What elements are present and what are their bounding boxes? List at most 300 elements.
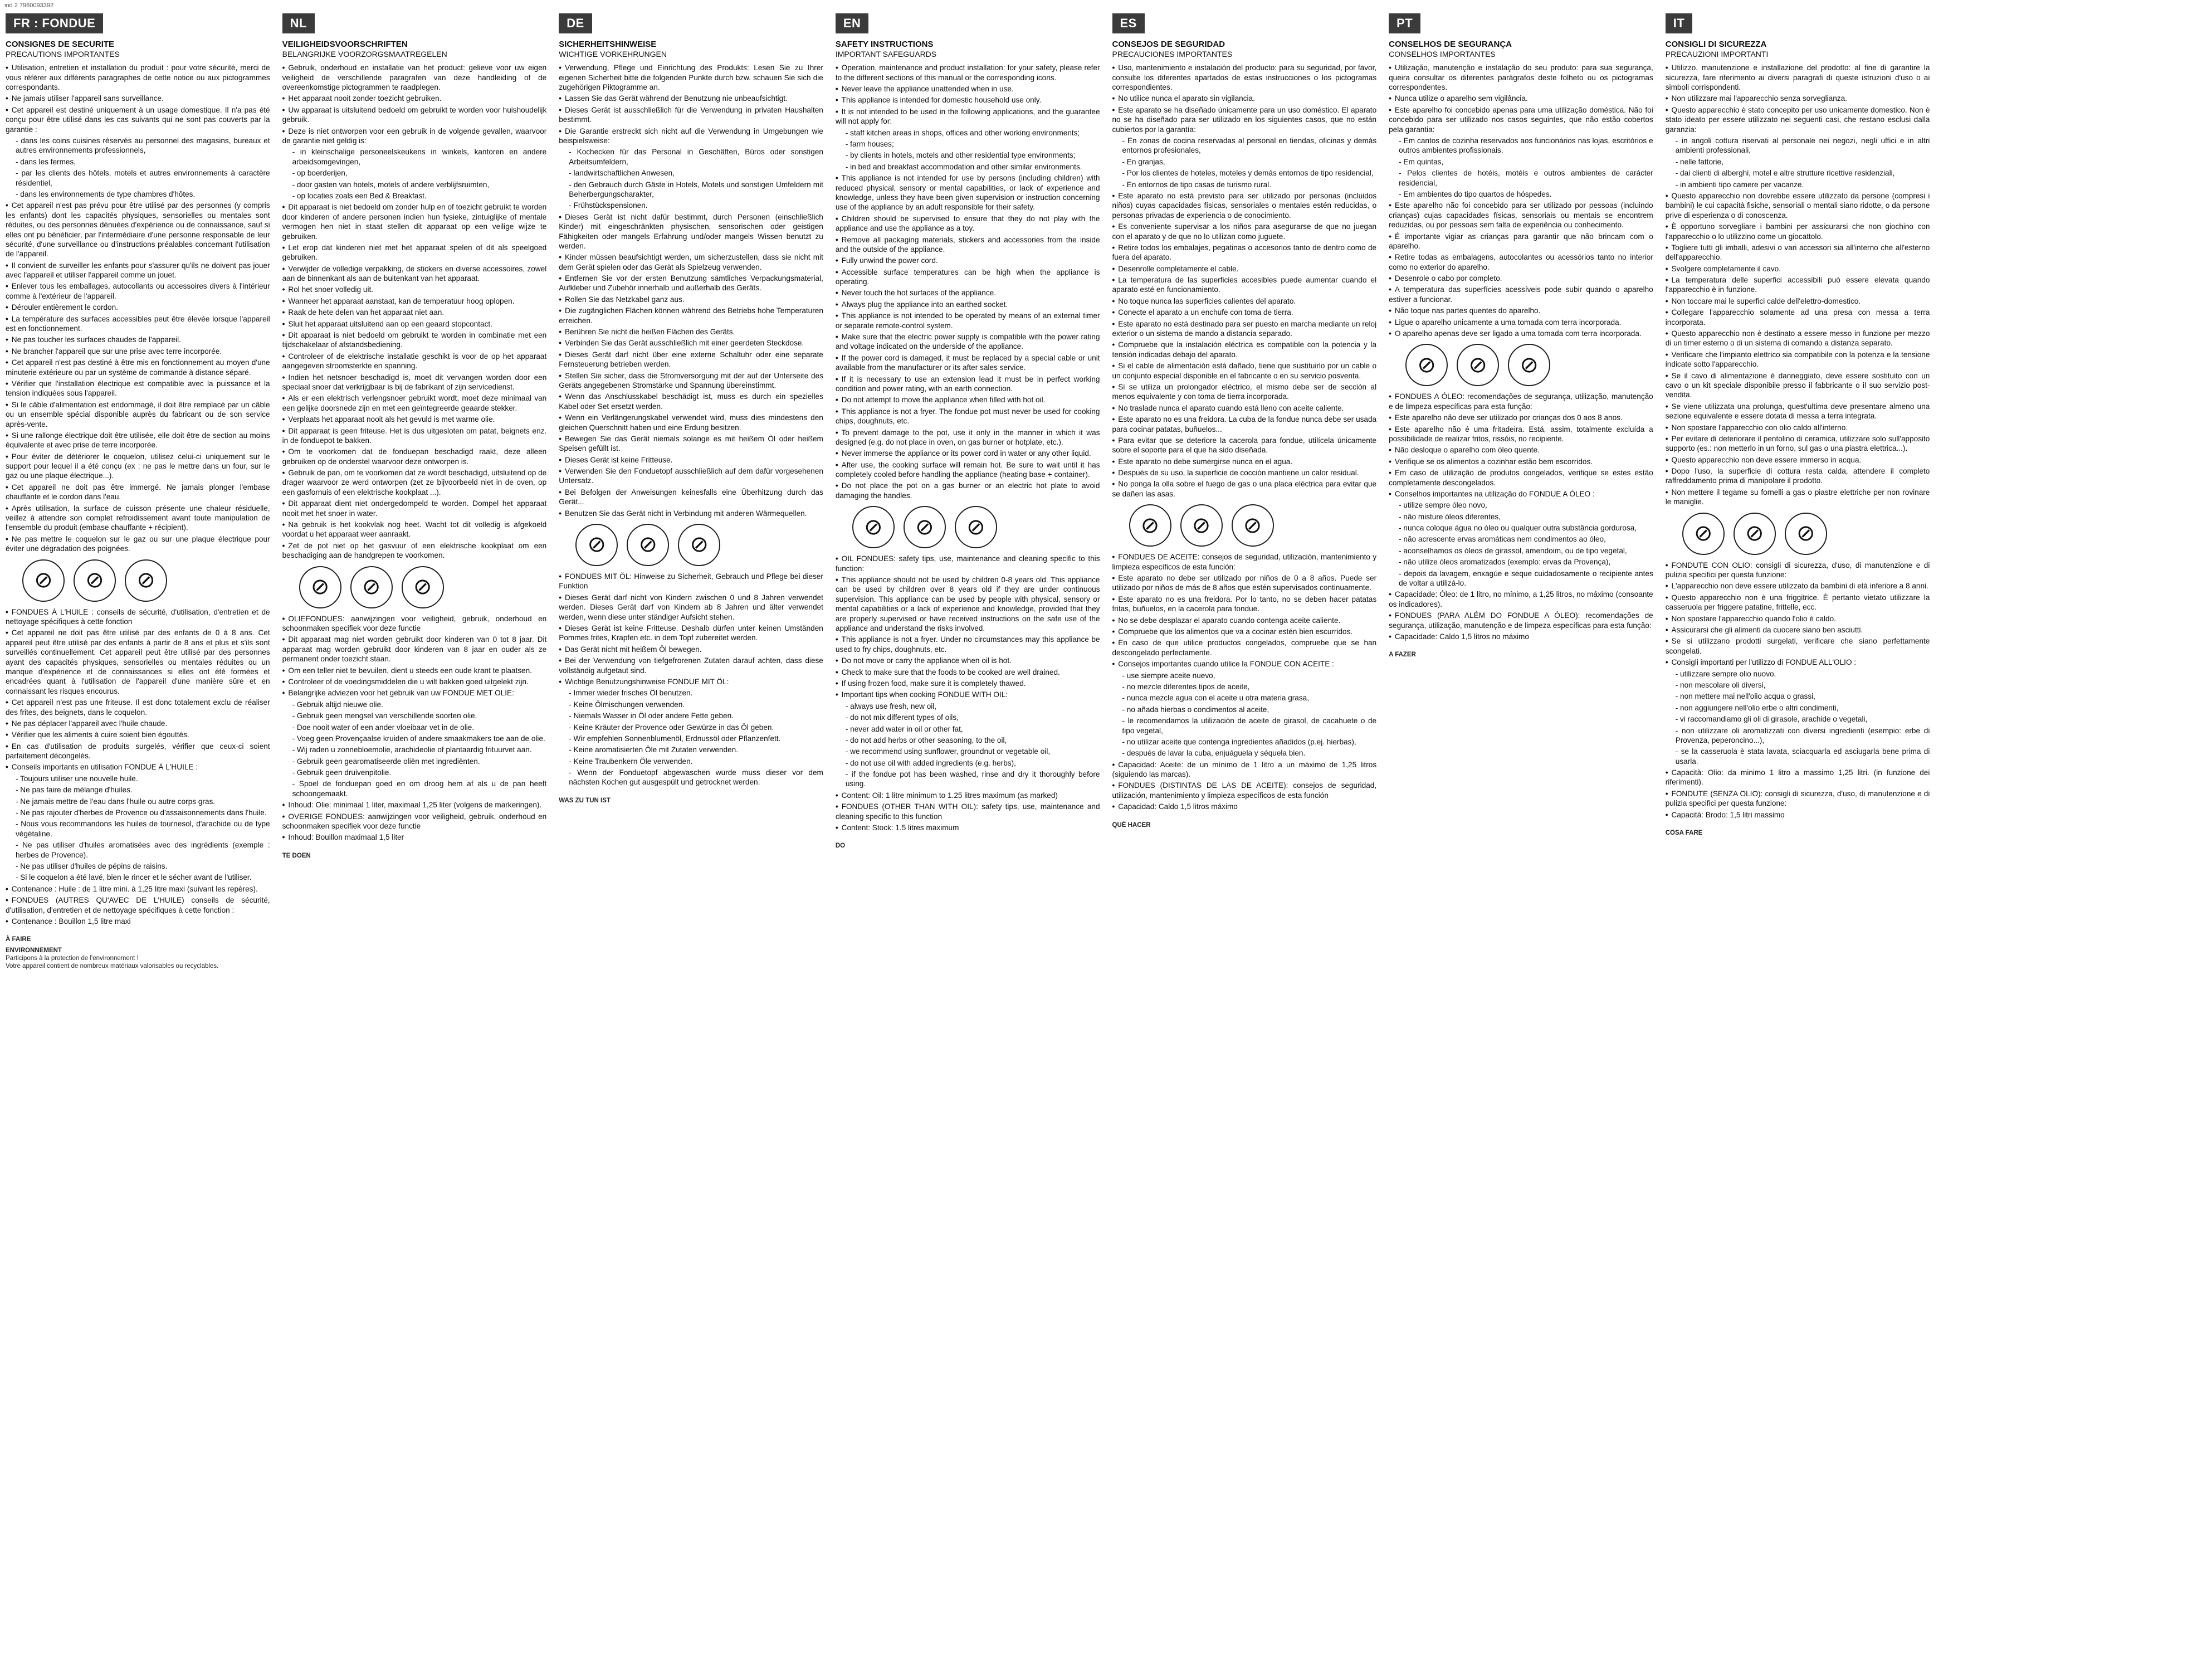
spacer: [1666, 821, 1930, 827]
instruction-paragraph: • Stellen Sie sicher, dass die Stromversorgung mit der auf der Unterseite des Geräts angegebenen Stromstärke und Spannung übereinstimmt.: [559, 371, 823, 391]
instruction-paragraph: • Fully unwind the power cord.: [836, 256, 1100, 265]
instruction-paragraph: • Kinder müssen beaufsichtigt werden, um sicherzustellen, dass sie nicht mit dem Gerät spielen oder das Gerät als Spielzeug verwenden.: [559, 252, 823, 272]
instruction-paragraph: • FONDUES (DISTINTAS DE LAS DE ACEITE): consejos de seguridad, utilización, mantenimiento y limpieza específicos de esta función: [1112, 781, 1377, 800]
instruction-paragraph: • Dieses Gerät ist nicht dafür bestimmt, durch Personen (einschließlich Kinder) mit eingeschränkten physischen, sensorischen oder geistigen Fähigkeiten oder mangels Erfahrung und/oder mangels Wissen benutzt zu werden.: [559, 212, 823, 251]
language-column: [6, 10, 270, 1657]
instruction-paragraph: • This appliance is not intended for use by persons (including children) with reduced physical, sensory or mental capabilities, or lack of experience and knowledge, unless they have been given supervision or instruction concerning use of the appliance by an adult responsible for their safety.: [836, 173, 1100, 212]
instruction-paragraph: - landwirtschaftlichen Anwesen,: [569, 169, 675, 178]
instruction-paragraph: • Uw apparaat is uitsluitend bedoeld om gebruikt te worden voor huishoudelijk gebruik.: [282, 105, 547, 125]
instruction-paragraph: - Niemals Wasser in Öl oder andere Fette geben.: [569, 712, 734, 720]
instruction-paragraph: - Por los clientes de hoteles, moteles y demás entornos de tipo residencial,: [1122, 169, 1374, 178]
instruction-paragraph: • Verbinden Sie das Gerät ausschließlich mit einer geerdeten Steckdose.: [559, 338, 823, 348]
instruction-paragraph: • Verwijder de volledige verpakking, de stickers en diverse accessoires, zowel aan de binnenkant als aan de buitenkant van het apparaat.: [282, 264, 547, 284]
instruction-paragraph: • Do not place the pot on a gas burner or an electric hot plate to avoid damaging the handles.: [836, 481, 1100, 500]
instruction-paragraph: • Rollen Sie das Netzkabel ganz aus.: [559, 295, 823, 304]
warning-pictograms: [1405, 344, 1653, 386]
language-column: [559, 10, 823, 1657]
instruction-paragraph: • Não toque nas partes quentes do aparelho.: [1389, 306, 1653, 315]
instruction-paragraph: • Capacità: Olio: da minimo 1 litro a massimo 1,25 litri. (in funzione dei riferimenti).: [1666, 768, 1930, 787]
instruction-paragraph: • If it is necessary to use an extension lead it must be in perfect working condition and power rating, with an earth connection.: [836, 374, 1100, 394]
instruction-paragraph: • Si se utiliza un prolongador eléctrico, el mismo debe ser de sección al menos equivalente y con toma de tierra incorporada.: [1112, 382, 1377, 402]
instruction-paragraph: • Important tips when cooking FONDUE WITH OIL:: [836, 690, 1100, 699]
instruction-paragraph: • Retire todos los embalajes, pegatinas o accesorios tanto de dentro como de fuera del aparato.: [1112, 243, 1377, 262]
instruction-paragraph: - op locaties zoals een Bed & Breakfast.: [292, 191, 427, 200]
instruction-paragraph: • Sluit het apparaat uitsluitend aan op een geaard stopcontact.: [282, 319, 547, 329]
no-child-icon: ⊘: [852, 506, 895, 548]
instruction-paragraph: • Wenn ein Verlängerungskabel verwendet wird, muss dies mindestens den gleichen Querschnitt haben und eine Erdung besitzen.: [559, 413, 823, 432]
instruction-paragraph: - depois da lavagem, enxagúe e seque cuidadosamente o recipiente antes de voltar a utilizá-lo.: [1399, 569, 1653, 588]
instruction-paragraph: - farm houses;: [845, 139, 894, 148]
instruction-paragraph: • Compruebe que los alimentos que va a cocinar estén bien escurridos.: [1112, 627, 1377, 636]
small-heading: À FAIRE: [6, 936, 31, 943]
instruction-paragraph: - Ne pas rajouter d'herbes de Provence ou d'assaisonnements dans l'huile.: [16, 808, 267, 817]
instruction-paragraph: • Cet appareil est destiné uniquement à un usage domestique. Il n'a pas été conçu pour être utilisé dans les cas suivants qui ne sont pas couverts par la garantie :: [6, 105, 270, 134]
instruction-paragraph: • En cas d'utilisation de produits surgelés, vérifier que ceux-ci soient parfaitement décongelés.: [6, 742, 270, 761]
instruction-paragraph: • This appliance should not be used by children 0-8 years old. This appliance can be used by children over 8 years old if they are under continuous supervision. This appliance can be used by people with physical, sensory or mental capabilities or a lack of experience and knowledge, provided that they are properly supervised or have received instructions on the safe use of the appliance and understand the risks involved.: [836, 575, 1100, 633]
instruction-paragraph: • Conseils importants en utilisation FONDUE À L'HUILE :: [6, 762, 270, 772]
instruction-paragraph: • Dit apparaat is geen friteuse. Het is dus uitgesloten om patat, beignets enz. in de fonduepot te bakken.: [282, 426, 547, 446]
instruction-paragraph: • Cet appareil ne doit pas être immergé. Ne jamais plonger l'embase chauffante et le cordon dans l'eau.: [6, 483, 270, 502]
instruction-paragraph: - Immer wieder frisches Öl benutzen.: [569, 689, 693, 698]
instruction-paragraph: • Never leave the appliance unattended when in use.: [836, 84, 1100, 94]
instruction-paragraph: - non aggiungere nell'olio erbe o altri condimenti,: [1675, 703, 1839, 712]
no-child-icon: ⊘: [299, 566, 341, 608]
instruction-paragraph: • Non mettere il tegame su fornelli a gas o piastre elettriche per non rovinare le maniglie.: [1666, 488, 1930, 507]
instruction-paragraph: • Este aparato no está destinado para ser puesto en marcha mediante un reloj exterior o un sistema de mando a distancia separado.: [1112, 319, 1377, 339]
instruction-paragraph: • FONDUES À L'HUILE : conseils de sécurité, d'utilisation, d'entretien et de nettoyage spécifiques à cette fonction: [6, 607, 270, 627]
no-hand-icon: ⊘: [627, 524, 669, 566]
language-header: IT: [1666, 13, 1693, 33]
instruction-paragraph: - Gebruik altijd nieuwe olie.: [292, 700, 383, 709]
instruction-paragraph: • Accessible surface temperatures can be high when the appliance is operating.: [836, 267, 1100, 287]
instruction-paragraph: • Entfernen Sie vor der ersten Benutzung sämtliches Verpackungsmaterial, Aufkleber und Zubehör innerhalb und außerhalb des Geräts.: [559, 274, 823, 293]
instruction-paragraph: • Cet appareil n'est pas prévu pour être utilisé par des personnes (y compris les enfants) dont les capacités physiques, sensorielles ou mentales sont réduites, ou des personnes dénuées d'expérience ou de connaissance, sauf si elles ont pu bénéficier, par l'intermédiaire d'une personne responsable de leur sécurité, d'une surveillance ou d'instructions préalables concernant l'utilisation de l'appareil.: [6, 201, 270, 259]
instruction-paragraph: - Em ambientes do tipo quartos de hóspedes.: [1399, 189, 1552, 198]
no-immerse-icon: ⊘: [955, 506, 997, 548]
instruction-paragraph: • Svolgere completamente il cavo.: [1666, 264, 1930, 274]
instruction-paragraph: • Se viene utilizzata una prolunga, quest'ultima deve presentare almeno una sezione equivalente e essere dotata di messa a terra integrata.: [1666, 402, 1930, 421]
instruction-paragraph: • Lassen Sie das Gerät während der Benutzung nie unbeaufsichtigt.: [559, 94, 823, 103]
instruction-paragraph: • Uso, mantenimiento e instalación del producto: para su seguridad, por favor, consulte los diferentes apartados de estas instrucciones o los pictogramas correspondientes.: [1112, 63, 1377, 92]
instruction-paragraph: • Il convient de surveiller les enfants pour s'assurer qu'ils ne doivent pas jouer avec l'appareil et utiliser l'appareil comme un jouet.: [6, 261, 270, 280]
small-heading: QUÉ HACER: [1112, 821, 1151, 829]
instruction-paragraph: • Inhoud: Bouillon maximaal 1,5 liter: [282, 832, 547, 842]
instruction-paragraph: • Nunca utilize o aparelho sem vigilância.: [1389, 94, 1653, 103]
instruction-paragraph: • Non spostare l'apparecchio con olio caldo all'interno.: [1666, 423, 1930, 432]
no-hand-icon: ⊘: [904, 506, 946, 548]
instruction-paragraph: • Es conveniente supervisar a los niños para asegurarse de que no juegan con el aparato y de que no lo utilizan como juguete.: [1112, 222, 1377, 241]
instruction-paragraph: • Togliere tutti gli imballi, adesivi o vari accessori sia all'interno che all'esterno dell'apparecchio.: [1666, 243, 1930, 262]
instruction-paragraph: - in kleinschalige personeelskeukens in winkels, kantoren en andere arbeidsomgevingen,: [292, 148, 547, 166]
instruction-paragraph: - dans les coins cuisines réservés au personnel des magasins, bureaux et autres environnements professionnels,: [16, 136, 270, 155]
instruction-paragraph: • Si el cable de alimentación está dañado, tiene que sustituirlo por un cable o un conjunto especial disponible en el fabricante o en su servicio posventa.: [1112, 361, 1377, 381]
instruction-paragraph: • Let erop dat kinderen niet met het apparaat spelen of dit als speelgoed gebruiken.: [282, 243, 547, 262]
language-column: [282, 10, 547, 1657]
instruction-paragraph: • Dit apparaat dient niet ondergedompeld te worden. Dompel het apparaat nooit met het snoer in water.: [282, 499, 547, 518]
instruction-paragraph: • This appliance is not a fryer. Under no circumstances may this appliance be used to fry chips, doughnuts, etc.: [836, 635, 1100, 654]
instruction-paragraph: • Dieses Gerät darf nicht über eine externe Schaltuhr oder eine separate Fernsteuerung betrieben werden.: [559, 350, 823, 369]
no-immerse-icon: ⊘: [1785, 513, 1827, 555]
instruction-paragraph: - Wij raden u zonnebloemolie, arachideolie of plantaardig frituurvet aan.: [292, 746, 532, 754]
instruction-paragraph: • FONDUTE CON OLIO: consigli di sicurezza, d'uso, di manutenzione e di pulizia specifici per questa funzione:: [1666, 561, 1930, 580]
instruction-paragraph: • Dieses Gerät darf nicht von Kindern zwischen 0 und 8 Jahren verwendet werden. Dieses Gerät darf von Kindern ab 8 Jahren und älter verwendet werden, wenn diese unter ständiger Aufsicht stehen.: [559, 593, 823, 622]
instruction-paragraph: • Ne pas déplacer l'appareil avec l'huile chaude.: [6, 719, 270, 728]
instruction-paragraph: • FONDUES DE ACEITE: consejos de seguridad, utilización, mantenimiento y limpieza específicos de esta función:: [1112, 552, 1377, 572]
instruction-paragraph: • Conecte el aparato a un enchufe con toma de tierra.: [1112, 308, 1377, 317]
no-child-icon: ⊘: [1405, 344, 1448, 386]
language-column: [1389, 10, 1653, 1657]
language-header: DE: [559, 13, 592, 33]
instruction-paragraph: • If using frozen food, make sure it is completely thawed.: [836, 679, 1100, 688]
instruction-paragraph: • L'apparecchio non deve essere utilizzato da bambini di età inferiore a 8 anni.: [1666, 581, 1930, 591]
no-hand-icon: ⊘: [1180, 504, 1223, 547]
instruction-paragraph: • Das Gerät nicht mit heißem Öl bewegen.: [559, 645, 823, 654]
instruction-paragraph: • Ne pas toucher les surfaces chaudes de l'appareil.: [6, 335, 270, 344]
instruction-paragraph: • Enlever tous les emballages, autocollants ou accessoires divers à l'intérieur comme à l'extérieur de l'appareil.: [6, 281, 270, 301]
instruction-paragraph: • Este aparato no es una freidora. Por lo tanto, no se deben hacer patatas fritas, buñuelos, en la cacerola para fondue.: [1112, 595, 1377, 614]
instruction-paragraph: • Consigli importanti per l'utilizzo di FONDUE ALL'OLIO :: [1666, 657, 1930, 667]
environment-note: [6, 947, 270, 970]
instruction-paragraph: • Zet de pot niet op het gasvuur of een elektrische kookplaat om een beschadiging aan de handgrepen te voorkomen.: [282, 541, 547, 561]
instruction-paragraph: • Pour éviter de détériorer le coquelon, utilisez celui-ci uniquement sur le support pour lequel il a été conçu (ex : ne pas le mettre dans un four, sur le gaz ou une plaque électrique...).: [6, 452, 270, 481]
no-immerse-icon: ⊘: [402, 566, 444, 608]
instruction-paragraph: • Se si utilizzano prodotti surgelati, verificare che siano perfettamente scongelati.: [1666, 636, 1930, 656]
instruction-paragraph: • Belangrijke adviezen voor het gebruik van uw FONDUE MET OLIE:: [282, 688, 547, 698]
instruction-paragraph: • Este aparelho não deve ser utilizado por crianças dos 0 aos 8 anos.: [1389, 413, 1653, 422]
section-title: SICHERHEITSHINWEISE: [559, 40, 657, 50]
instruction-paragraph: • Dit apparaat mag niet worden gebruikt door kinderen van 0 tot 8 jaar. Dit apparaat mag worden gebruikt door kinderen van 8 jaar en ouder als ze permanent onder toezicht staan.: [282, 635, 547, 664]
instruction-paragraph: • O aparelho apenas deve ser ligado a uma tomada com terra incorporada.: [1389, 329, 1653, 338]
no-child-icon: ⊘: [1129, 504, 1171, 547]
instruction-paragraph: - in ambienti tipo camere per vacanze.: [1675, 180, 1804, 189]
no-hand-icon: ⊘: [350, 566, 393, 608]
language-column: [1666, 10, 1930, 1657]
instruction-paragraph: • Non toccare mai le superfici calde dell'elettro-domestico.: [1666, 296, 1930, 306]
instruction-paragraph: • Conselhos importantes na utilização do FONDUE A ÓLEO :: [1389, 489, 1653, 499]
instruction-paragraph: • Verwendung, Pflege und Einrichtung des Produkts: Lesen Sie zu Ihrer eigenen Sicherheit bitte die folgenden Punkte durch bzw. schauen Sie sich die zugehörigen Piktogramme an.: [559, 63, 823, 92]
language-header: EN: [836, 13, 869, 33]
small-heading: TE DOEN: [282, 852, 311, 859]
instruction-paragraph: • Dieses Gerät ist keine Fritteuse.: [559, 455, 823, 465]
instruction-paragraph: • Children should be supervised to ensure that they do not play with the appliance and use the appliance as a toy.: [836, 214, 1100, 233]
instruction-paragraph: • FONDUES (AUTRES QU'AVEC DE L'HUILE) conseils de sécurité, d'utilisation, d'entretien et de nettoyage spécifiques à cette fonction :: [6, 895, 270, 915]
instruction-paragraph: • OLIEFONDUES: aanwijzingen voor veiligheid, gebruik, onderhoud en schoonmaken specifiek voor deze functie: [282, 614, 547, 634]
instruction-paragraph: • Utilisation, entretien et installation du produit : pour votre sécurité, merci de vous référer aux différents paragraphes de cette notice ou aux pictogrammes correspondants.: [6, 63, 270, 92]
instruction-paragraph: - Kochecken für das Personal in Geschäften, Büros oder sonstigen Arbeitsumfeldern,: [569, 148, 823, 166]
instruction-paragraph: • Compruebe que la instalación eléctrica es compatible con la potencia y la tensión indicadas debajo del aparato.: [1112, 340, 1377, 359]
instruction-paragraph: • Si le câble d'alimentation est endommagé, il doit être remplacé par un câble ou un ensemble spécial disponible auprès du fabricant ou de son service après-vente.: [6, 400, 270, 429]
instruction-paragraph: • Inhoud: Olie: minimaal 1 liter, maximaal 1,25 liter (volgens de markeringen).: [282, 800, 547, 810]
instruction-paragraph: • Retire todas as embalagens, autocolantes ou acessórios tanto no interior como no exterior do aparelho.: [1389, 252, 1653, 272]
instruction-paragraph: - Spoel de fonduepan goed en om droog hem af als u de pan heeft schoongemaakt.: [292, 780, 547, 798]
instruction-paragraph: • Bewegen Sie das Gerät niemals solange es mit heißem Öl oder heißem Speisen gefüllt ist.: [559, 434, 823, 454]
instruction-paragraph: • Questo apparecchio non è una friggitrice. È pertanto vietato utilizzare la casseruola per friggere patatine, frittelle, ecc.: [1666, 593, 1930, 612]
instruction-paragraph: • Desenrole o cabo por completo.: [1389, 274, 1653, 283]
instruction-paragraph: • After use, the cooking surface will remain hot. Be sure to wait until it has completely cooled before handling the appliance (heating base + container).: [836, 460, 1100, 480]
instruction-paragraph: • Desenrolle completamente el cable.: [1112, 264, 1377, 274]
instruction-paragraph: • Este aparato no debe ser utilizado por niños de 0 a 8 años. Puede ser utilizado por niños de más de 8 años que estén supervisados continuamente.: [1112, 573, 1377, 593]
instruction-paragraph: - utilizzare sempre olio nuovo,: [1675, 669, 1776, 678]
instruction-paragraph: - dai clienti di alberghi, motel e altre strutture ricettive residenziali,: [1675, 169, 1895, 178]
instruction-paragraph: - Gebruik geen druivenpitolie.: [292, 768, 392, 777]
instruction-paragraph: - use siempre aceite nuevo,: [1122, 671, 1215, 680]
section-title: CONSEJOS DE SEGURIDAD: [1112, 40, 1225, 50]
instruction-paragraph: • This appliance is intended for domestic household use only.: [836, 95, 1100, 105]
spacer: [559, 789, 823, 795]
instruction-paragraph: • It is not intended to be used in the following applications, and the guarantee will not apply for:: [836, 107, 1100, 126]
instruction-paragraph: • Benutzen Sie das Gerät nicht in Verbindung mit anderen Wärmequellen.: [559, 509, 823, 518]
instruction-paragraph: • Este aparato no es una freidora. La cuba de la fondue nunca debe ser usada para cocinar patatas, buñuelos...: [1112, 415, 1377, 434]
instruction-paragraph: - dans les fermes,: [16, 157, 76, 166]
instruction-paragraph: • Die Garantie erstreckt sich nicht auf die Verwendung in Umgebungen wie beispielsweise:: [559, 126, 823, 146]
instruction-paragraph: - non mettere mai nell'olio acqua o grassi,: [1675, 692, 1815, 701]
instruction-paragraph: • Este aparelho não foi concebido para ser utilizado por pessoas (incluindo crianças) cujas capacidades físicas, sensoriais ou mentais se encontrem reduzidas, ou por pessoas sem falta de experiência ou conhecimento.: [1389, 201, 1653, 230]
instruction-paragraph: • Não desloque o aparelho com óleo quente.: [1389, 445, 1653, 455]
instruction-paragraph: - se la casseruola è stata lavata, sciacquarla ed asciugarla bene prima di usarla.: [1675, 747, 1930, 766]
instruction-paragraph: • Ligue o aparelho unicamente a uma tomada com terra incorporada.: [1389, 318, 1653, 327]
instruction-paragraph: • Este aparato no está previsto para ser utilizado por personas (incluidos niños) cuyas capacidades físicas, sensoriales o mentales estén reducidas, o personas privadas de experiencia o de conocimiento.: [1112, 191, 1377, 220]
instruction-paragraph: - if the fondue pot has been washed, rinse and dry it thoroughly before using.: [845, 770, 1100, 788]
instruction-paragraph: - vi raccomandiamo gli oli di girasole, arachide o vegetali,: [1675, 715, 1868, 724]
section-title: CONSIGNES DE SECURITE: [6, 40, 115, 50]
instruction-paragraph: • No utilice nunca el aparato sin vigilancia.: [1112, 94, 1377, 103]
instruction-paragraph: • Se il cavo di alimentazione è danneggiato, deve essere sostituito con un cavo o un kit speciale disponibile presso il fabbricante o il suo servizio post-vendita.: [1666, 371, 1930, 400]
instruction-paragraph: - En granjas,: [1122, 157, 1165, 166]
instruction-paragraph: - Gebruik geen gearomatiseerde oliën met ingrediënten.: [292, 757, 480, 766]
small-heading: A FAZER: [1389, 651, 1416, 659]
instruction-paragraph: - Keine Kräuter der Provence oder Gewürze in das Öl geben.: [569, 723, 774, 732]
warning-pictograms: [22, 559, 270, 602]
instruction-paragraph: - Wenn der Fonduetopf abgewaschen wurde muss dieser vor dem nächsten Kochen gut ausgespült und getrocknet werden.: [569, 768, 823, 787]
instruction-paragraph: • Este aparato se ha diseñado únicamente para un uso doméstico. El aparato no se ha diseñado para ser utilizado en los siguientes casos, que no están cubiertos por la garantía:: [1112, 105, 1377, 134]
instruction-paragraph: - no utilizar aceite que contenga ingredientes añadidos (p.ej. hierbas),: [1122, 737, 1356, 746]
instruction-paragraph: • FONDUES A ÓLEO: recomendações de segurança, utilização, manutenção e de limpeza específicas para esta função:: [1389, 392, 1653, 411]
instruction-paragraph: • É importante vigiar as crianças para garantir que não brincam com o aparelho.: [1389, 232, 1653, 251]
instruction-paragraph: - Nous vous recommandons les huiles de tournesol, d'arachide ou de type végétaline.: [16, 820, 270, 838]
instruction-paragraph: • Die zugänglichen Flächen können während des Betriebs hohe Temperaturen erreichen.: [559, 306, 823, 325]
instruction-paragraph: • Per evitare di deteriorare il pentolino di ceramica, utilizzare solo sull'apposito supporto (es.: non metterlo in un forno, sul gas o una piastra elettrica...).: [1666, 434, 1930, 454]
instruction-paragraph: - le recomendamos la utilización de aceite de girasol, de cacahuete o de tipo vegetal,: [1122, 717, 1377, 735]
section-subtitle: PRECAUTIONS IMPORTANTES: [6, 50, 120, 59]
environment-line: Participons à la protection de l'environnement !: [6, 955, 139, 962]
instruction-paragraph: • Utilização, manutenção e instalação do seu produto: para sua segurança, queira consultar os diferentes parágrafos deste folheto ou os pictogramas correspondentes.: [1389, 63, 1653, 92]
instruction-paragraph: - non mescolare oli diversi,: [1675, 680, 1766, 689]
instruction-paragraph: • È opportuno sorvegliare i bambini per assicurarsi che non giochino con l'apparecchio o lo utilizzino come un giocattolo.: [1666, 222, 1930, 241]
instruction-paragraph: • Always plug the appliance into an earthed socket.: [836, 300, 1100, 309]
spacer: [6, 928, 270, 933]
instruction-paragraph: • Never touch the hot surfaces of the appliance.: [836, 288, 1100, 298]
instruction-paragraph: • Om te voorkomen dat de fonduepan beschadigd raakt, deze alleen gebruiken op de onderstel waarvoor deze ontworpen is.: [282, 447, 547, 466]
instruction-paragraph: • Do not move or carry the appliance when oil is hot.: [836, 656, 1100, 665]
spacer: [836, 834, 1100, 840]
document-reference: ind 2 7960093392: [4, 2, 54, 9]
language-column: [1112, 10, 1377, 1657]
instruction-paragraph: - Gebruik geen mengsel van verschillende soorten olie.: [292, 712, 477, 720]
spacer: [1389, 643, 1653, 649]
instruction-paragraph: - Pelos clientes de hotéis, motéis e outros ambientes de carácter residencial,: [1399, 169, 1653, 187]
instruction-paragraph: - by clients in hotels, motels and other residential type environments;: [845, 151, 1076, 160]
no-immerse-icon: ⊘: [1232, 504, 1274, 547]
instruction-paragraph: • Bei Befolgen der Anweisungen keinesfalls eine Überhitzung durch das Gerät...: [559, 488, 823, 507]
instruction-paragraph: • Never immerse the appliance or its power cord in water or any other liquid.: [836, 449, 1100, 458]
small-heading: WAS ZU TUN IST: [559, 797, 611, 804]
no-hand-icon: ⊘: [1457, 344, 1499, 386]
warning-pictograms: [1129, 504, 1377, 547]
language-header: ES: [1112, 13, 1145, 33]
instruction-paragraph: • Dit apparaat is niet bedoeld om gebruikt te worden in combinatie met een tijdschakelaar of afstandsbediening.: [282, 330, 547, 350]
no-child-icon: ⊘: [575, 524, 618, 566]
instruction-paragraph: - dans les environnements de type chambres d'hôtes.: [16, 189, 196, 198]
instruction-paragraph: • Si une rallonge électrique doit être utilisée, elle doit être de section au moins équivalente et avec prise de terre incorporée.: [6, 431, 270, 450]
instruction-paragraph: - Keine aromatisierten Öle mit Zutaten verwenden.: [569, 746, 738, 754]
instruction-paragraph: • Collegare l'apparecchio solamente ad una presa con messa a terra incorporata.: [1666, 308, 1930, 327]
instruction-paragraph: • Après utilisation, la surface de cuisson présente une chaleur résiduelle, veillez à attendre son complet refroidissement avant toute manipulation de l'ensemble du produit (embase chauffante + récipient).: [6, 504, 270, 533]
instruction-paragraph: - utilize sempre óleo novo,: [1399, 501, 1487, 510]
instruction-paragraph: • Wanneer het apparaat aanstaat, kan de temperatuur hoog oplopen.: [282, 296, 547, 306]
manual-page: [6, 10, 2206, 1657]
instruction-paragraph: • Indien het netsnoer beschadigd is, moet dit vervangen worden door een speciaal snoer dat verkrijgbaar is bij de fabrikant of zijn servicedienst.: [282, 373, 547, 392]
instruction-paragraph: - par les clients des hôtels, motels et autres environnements à caractère résidentiel,: [16, 169, 270, 187]
no-child-icon: ⊘: [22, 559, 65, 602]
instruction-paragraph: • Gebruik, onderhoud en installatie van het product: gelieve voor uw eigen veiligheid de verschillende paragrafen van deze handleiding of de overeenkomstige pictogrammen te raadplegen.: [282, 63, 547, 92]
instruction-paragraph: • Na gebruik is het kookvlak nog heet. Wacht tot dit volledig is afgekoeld voordat u het apparaat weer aanraakt.: [282, 520, 547, 539]
instruction-paragraph: • Capacidade: Óleo: de 1 litro, no mínimo, a 1,25 litros, no máximo (consoante os indicadores).: [1389, 590, 1653, 609]
section-title: CONSELHOS DE SEGURANÇA: [1389, 40, 1512, 50]
section-subtitle: IMPORTANT SAFEGUARDS: [835, 50, 937, 59]
instruction-paragraph: • Utilizzo, manutenzione e installazione del prodotto: al fine di garantire la sicurezza, fare riferimento ai diversi paragrafi di queste istruzioni d'uso o ai simboli corrispondenti.: [1666, 63, 1930, 92]
instruction-paragraph: • This appliance is not intended to be operated by means of an external timer or separate remote-control system.: [836, 311, 1100, 330]
instruction-paragraph: • Berühren Sie nicht die heißen Flächen des Geräts.: [559, 327, 823, 337]
instruction-paragraph: • Dérouler entièrement le cordon.: [6, 303, 270, 312]
instruction-paragraph: • FONDUES (PARA ALÉM DO FONDUE A ÓLEO): recomendações de segurança, utilização, manutenção e de limpeza específicas para esta função:: [1389, 611, 1653, 630]
instruction-paragraph: • Questo apparecchio non dovrebbe essere utilizzato da persone (compresi i bambini) le cui capacità fisiche, sensoriali o mentali siano ridotte, o da persone prive di esperienza o di conoscenza.: [1666, 191, 1930, 220]
instruction-paragraph: - nunca coloque água no óleo ou qualquer outra substância gordurosa,: [1399, 524, 1637, 533]
instruction-paragraph: • Wichtige Benutzungshinweise FONDUE MIT ÖL:: [559, 677, 823, 686]
instruction-paragraph: • Content: Oil: 1 litre minimum to 1.25 litres maximum (as marked): [836, 791, 1100, 800]
instruction-paragraph: • Gebruik de pan, om te voorkomen dat ze wordt beschadigd, uitsluitend op de drager waarvoor ze werd ontworpen (zet ze bijvoorbeeld niet in de oven, op een gasfornuis of een elektrische kookplaat ...).: [282, 468, 547, 497]
instruction-paragraph: - Em cantos de cozinha reservados aos funcionários nas lojas, escritórios e outros ambientes profissionais,: [1399, 136, 1653, 155]
instruction-paragraph: • FONDUTE (SENZA OLIO): consigli di sicurezza, d'uso, di manutenzione e di pulizia specifici per questa funzione:: [1666, 789, 1930, 808]
instruction-paragraph: - we recommend using sunflower, groundnut or vegetable oil,: [845, 747, 1051, 756]
warning-pictograms: [575, 524, 823, 566]
small-heading: DO: [835, 842, 846, 850]
no-child-icon: ⊘: [1682, 513, 1725, 555]
instruction-paragraph: • Bei der Verwendung von tiefgefrorenen Zutaten darauf achten, dass diese vollständig aufgetaut sind.: [559, 656, 823, 675]
instruction-paragraph: • Non spostare l'apparecchio quando l'olio è caldo.: [1666, 614, 1930, 624]
instruction-paragraph: • Ne jamais utiliser l'appareil sans surveillance.: [6, 94, 270, 103]
section-subtitle: PRECAUCIONES IMPORTANTES: [1112, 50, 1233, 59]
instruction-paragraph: - Frühstückspensionen.: [569, 201, 648, 210]
instruction-paragraph: • Het apparaat nooit zonder toezicht gebruiken.: [282, 94, 547, 103]
small-heading: COSA FARE: [1665, 830, 1703, 837]
instruction-paragraph: • Capacidad: Caldo 1,5 litros máximo: [1112, 802, 1377, 811]
instruction-paragraph: - no mezcle diferentes tipos de aceite,: [1122, 682, 1250, 691]
section-subtitle: PRECAUZIONI IMPORTANTI: [1665, 50, 1769, 59]
instruction-paragraph: - En entornos de tipo casas de turismo rural.: [1122, 180, 1271, 189]
instruction-paragraph: • No toque nunca las superficies calientes del aparato.: [1112, 296, 1377, 306]
instruction-paragraph: • Non utilizzare mai l'apparecchio senza sorveglianza.: [1666, 94, 1930, 103]
instruction-paragraph: • Ne pas mettre le coquelon sur le gaz ou sur une plaque électrique pour éviter une dégradation des poignées.: [6, 534, 270, 554]
instruction-paragraph: • Cet appareil n'est pas une friteuse. Il est donc totalement exclu de réaliser des frites, des beignets, dans le coquelon.: [6, 698, 270, 717]
instruction-paragraph: • Wenn das Anschlusskabel beschädigt ist, muss es durch ein spezielles Kabel oder Set ersetzt werden.: [559, 392, 823, 411]
instruction-paragraph: • FONDUES MIT ÖL: Hinweise zu Sicherheit, Gebrauch und Pflege bei dieser Funktion: [559, 572, 823, 591]
instruction-paragraph: - nelle fattorie,: [1675, 157, 1723, 166]
instruction-paragraph: • Dieses Gerät ist keine Fritteuse. Deshalb dürfen unter keinen Umständen Pommes frites, Krapfen etc. in dem Topf zubereitet werden.: [559, 624, 823, 643]
environment-title: ENVIRONNEMENT: [6, 947, 62, 954]
instruction-paragraph: • Después de su uso, la superficie de cocción mantiene un calor residual.: [1112, 468, 1377, 478]
instruction-paragraph: • Operation, maintenance and product installation: for your safety, please refer to the different sections of this manual or the corresponding icons.: [836, 63, 1100, 82]
instruction-paragraph: • Deze is niet ontworpen voor een gebruik in de volgende gevallen, waarvoor de garantie niet geldig is:: [282, 126, 547, 146]
instruction-paragraph: • Cet appareil n'est pas destiné à être mis en fonctionnement au moyen d'une minuterie extérieure ou par un système de commande à distance séparé.: [6, 358, 270, 377]
instruction-paragraph: • Do not attempt to move the appliance when filled with hot oil.: [836, 395, 1100, 405]
instruction-paragraph: • Raak de hete delen van het apparaat niet aan.: [282, 308, 547, 317]
section-title: CONSIGLI DI SICUREZZA: [1665, 40, 1767, 50]
instruction-paragraph: • OIL FONDUES: safety tips, use, maintenance and cleaning specific to this function:: [836, 554, 1100, 573]
no-hand-icon: ⊘: [1734, 513, 1776, 555]
instruction-paragraph: • La température des surfaces accessibles peut être élevée lorsque l'appareil est en fonctionnement.: [6, 314, 270, 334]
instruction-paragraph: - staff kitchen areas in shops, offices and other working environments;: [845, 128, 1080, 137]
warning-pictograms: [852, 506, 1100, 548]
instruction-paragraph: - Keine Ölmischungen verwenden.: [569, 700, 685, 709]
instruction-paragraph: - always use fresh, new oil,: [845, 702, 937, 710]
instruction-paragraph: • Dieses Gerät ist ausschließlich für die Verwendung in privaten Haushalten bestimmt.: [559, 105, 823, 125]
instruction-paragraph: - Voeg geen Provençaalse kruiden of andere smaakmakers toe aan de olie.: [292, 734, 545, 743]
instruction-paragraph: - Ne pas faire de mélange d'huiles.: [16, 786, 133, 795]
section-subtitle: WICHTIGE VORKEHRUNGEN: [559, 50, 667, 59]
instruction-paragraph: • Ne brancher l'appareil que sur une prise avec terre incorporée.: [6, 347, 270, 356]
instruction-paragraph: - Em quintas,: [1399, 157, 1444, 166]
spacer: [282, 844, 547, 850]
instruction-paragraph: - En zonas de cocina reservadas al personal en tiendas, oficinas y demás entornos profesionales,: [1122, 136, 1377, 155]
instruction-paragraph: - den Gebrauch durch Gäste in Hotels, Motels und sonstigen Umfeldern mit Beherbergungscharakter,: [569, 180, 823, 198]
instruction-paragraph: - não acrescente ervas aromáticas nem condimentos ao óleo,: [1399, 535, 1606, 544]
instruction-paragraph: - op boerderijen,: [292, 169, 348, 178]
instruction-paragraph: - door gasten van hotels, motels of andere verblijfsruimten,: [292, 180, 490, 189]
instruction-paragraph: • Este aparelho não é uma fritadeira. Está, assim, totalmente excluída a possibilidade de realizar fritos, rissóis, no recipiente.: [1389, 425, 1653, 444]
instruction-paragraph: • To prevent damage to the pot, use it only in the manner in which it was designed (e.g. do not place in oven, on gas burner or hotplate, etc.).: [836, 428, 1100, 447]
instruction-paragraph: • This appliance is not a fryer. The fondue pot must never be used for cooking chips, doughnuts, etc.: [836, 407, 1100, 426]
instruction-paragraph: • No traslade nunca el aparato cuando está lleno con aceite caliente.: [1112, 403, 1377, 413]
instruction-paragraph: - non utilizzare oli aromatizzati con diversi ingredienti (esempio: erbe di Provenza, peperoncino...),: [1675, 726, 1930, 744]
language-header: PT: [1389, 13, 1420, 33]
instruction-paragraph: • Controleer of de voedingsmiddelen die u wilt bakken goed uitgelekt zijn.: [282, 677, 547, 686]
instruction-paragraph: - Doe nooit water of een ander vloeibaar vet in de olie.: [292, 723, 475, 732]
instruction-paragraph: - Ne pas utiliser d'huiles de pépins de raisins.: [16, 861, 168, 870]
spacer: [1112, 814, 1377, 819]
instruction-paragraph: - Toujours utiliser une nouvelle huile.: [16, 774, 138, 783]
instruction-paragraph: • Vérifier que l'installation électrique est compatible avec la puissance et la tension indiquées sous l'appareil.: [6, 379, 270, 398]
instruction-paragraph: • FONDUES (OTHER THAN WITH OIL): safety tips, use, maintenance and cleaning specific to this function: [836, 802, 1100, 821]
section-subtitle: BELANGRIJKE VOORZORGSMAATREGELEN: [282, 50, 447, 59]
instruction-paragraph: • Cet appareil ne doit pas être utilisé par des enfants de 0 à 8 ans. Cet appareil peut être utilisé par des enfants à partir de 8 ans et plus et s'ils sont surveillés continuellement. Cet appareil peut être utilisé par des personnes ayant des capacités physiques, sensorielles ou mentales réduites ou un manque d'expérience et de connaissances si elles ont été formées et encadrées quant à l'utilisation de l'appareil d'une manière sûre et en connaissant les risques encourus.: [6, 628, 270, 696]
instruction-paragraph: - in angoli cottura riservati al personale nei negozi, negli uffici e in altri ambienti professionali,: [1675, 136, 1930, 155]
instruction-paragraph: • Rol het snoer volledig uit.: [282, 285, 547, 294]
instruction-paragraph: • Content: Stock: 1.5 litres maximum: [836, 823, 1100, 832]
instruction-paragraph: • La temperatura de las superficies accesibles puede aumentar cuando el aparato esté en funcionamiento.: [1112, 275, 1377, 295]
no-immerse-icon: ⊘: [678, 524, 720, 566]
instruction-paragraph: - in bed and breakfast accommodation and other similar environments.: [845, 162, 1082, 171]
warning-pictograms: [1682, 513, 1930, 555]
instruction-paragraph: • Verplaats het apparaat nooit als het gevuld is met warme olie.: [282, 415, 547, 424]
instruction-paragraph: • No ponga la olla sobre el fuego de gas o una placa eléctrica para evitar que se dañen las asas.: [1112, 479, 1377, 499]
instruction-paragraph: • If the power cord is damaged, it must be replaced by a special cable or unit available from the manufacturer or its after sales service.: [836, 353, 1100, 373]
no-immerse-icon: ⊘: [125, 559, 167, 602]
instruction-paragraph: • Questo apparecchio non è destinato a essere messo in funzione per mezzo di un timer esterno o di un sistema di comando a distanza separato.: [1666, 329, 1930, 348]
instruction-paragraph: • Contenance : Bouillon 1,5 litre maxi: [6, 917, 270, 926]
instruction-paragraph: - never add water in oil or other fat,: [845, 724, 963, 733]
instruction-paragraph: - não utilize óleos aromatizados (exemplo: ervas da Provença),: [1399, 558, 1611, 567]
instruction-paragraph: • Controleer of de elektrische installatie geschikt is voor de op het apparaat aangegeven stroomsterkte en spanning.: [282, 352, 547, 371]
